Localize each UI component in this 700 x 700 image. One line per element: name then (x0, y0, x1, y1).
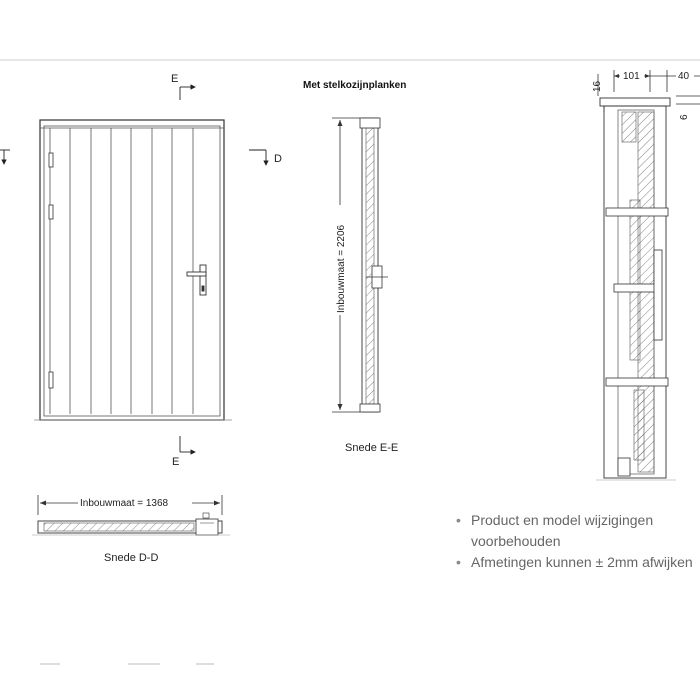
note-item (456, 510, 700, 552)
caption-section-ee: Snede E-E (345, 442, 399, 454)
note-text: Product en model wijzigingen (471, 512, 654, 528)
door-planks (50, 128, 193, 414)
door-front-view (34, 120, 232, 420)
notes-list (456, 510, 700, 573)
section-mark-d-left (0, 150, 10, 164)
dim-inbouwmaat-width: Inbouwmaat = 1368 (80, 498, 169, 509)
dim-40: 40 (678, 71, 690, 82)
caption-section-dd: Snede D-D (104, 552, 159, 564)
section-mark-e-bottom (172, 436, 195, 468)
dim-inbouwmaat-height: Inbouwmaat = 2206 (336, 224, 347, 313)
bullet-icon: • (456, 512, 461, 528)
section-mark-d-right (249, 150, 282, 165)
note-item (456, 552, 700, 573)
svg-text:D: D (274, 153, 282, 165)
svg-text:E: E (172, 456, 180, 468)
dim-6: 6 (679, 114, 690, 120)
note-text-continued: voorbehouden (471, 533, 561, 549)
dim-101: 101 (623, 71, 640, 82)
section-ee (303, 80, 406, 454)
door-handle-icon (187, 265, 206, 295)
drawing-title: Met stelkozijnplanken (303, 80, 407, 91)
section-mark-e-top (171, 73, 195, 100)
detail-section (592, 69, 700, 480)
note-text: Afmetingen kunnen ± 2mm afwijken (471, 554, 693, 570)
svg-text:E: E (171, 73, 179, 85)
section-dd (32, 495, 230, 564)
bullet-icon: • (456, 554, 461, 570)
dim-16: 16 (592, 80, 603, 92)
